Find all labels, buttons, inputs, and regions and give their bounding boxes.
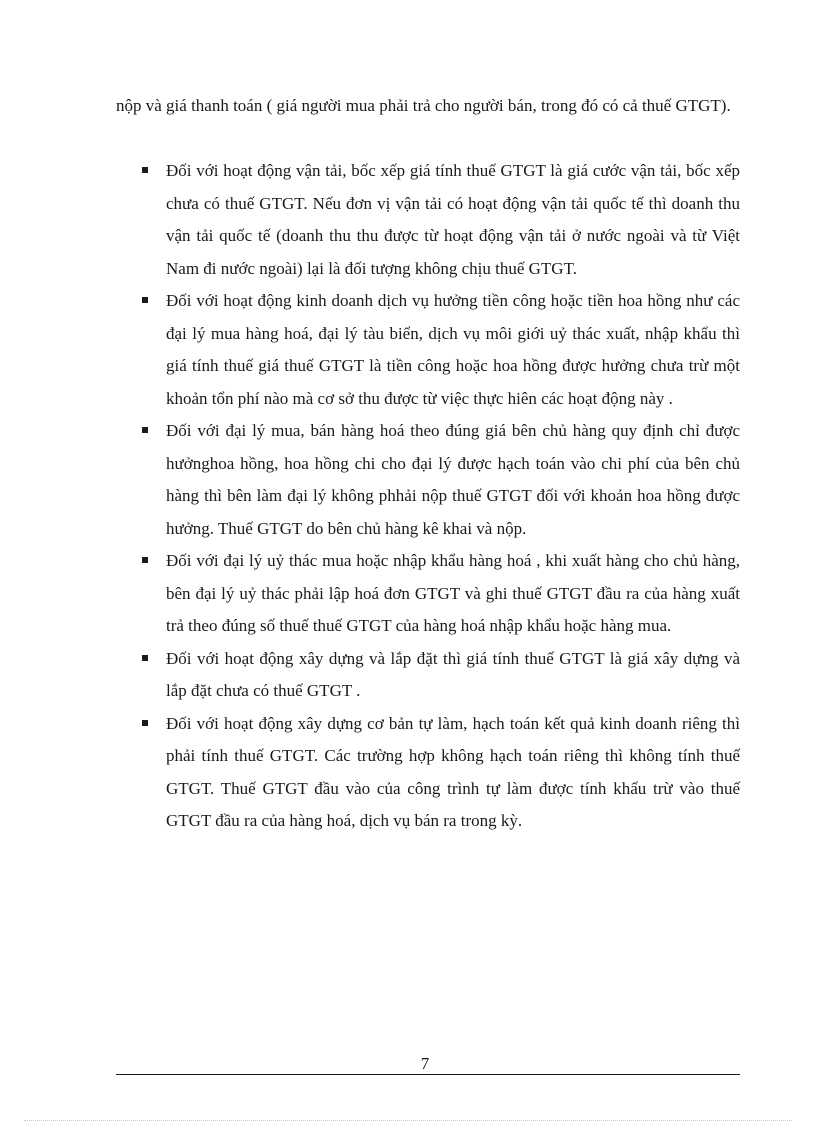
bullet-text: Đối với hoạt động xây dựng và lắp đặt thì giá tính thuế GTGT là giá xây dựng và lắp đặt chưa có thuế GTGT . (166, 648, 740, 700)
square-bullet-icon (142, 655, 148, 661)
bullet-item (140, 708, 740, 838)
page-number: 7 (420, 1054, 430, 1073)
bullet-text: Đối với đại lý mua, bán hàng hoá theo đúng giá bên chủ hàng quy định chỉ được hưởnghoa hồng, hoa hồng chi cho đại lý được hạch toán vào chi phí của bên chủ hàng thì bên làm đại lý không phhải nộp thuế GTGT đối với khoản hoa hồng được hưởng. Thuế GTGT do bên chủ hàng kê khai và nộp. (166, 421, 740, 538)
page-edge-divider (24, 1120, 792, 1121)
bullet-list (140, 155, 740, 838)
bullet-text: Đối với đại lý uỷ thác mua hoặc nhập khẩu hàng hoá , khi xuất hàng cho chủ hàng, bên đại lý uỷ thác phải lập hoá đơn GTGT và ghi thuế GTGT đầu ra của hàng xuất trả theo đúng số thuế thuế GTGT của hàng hoá nhập khẩu hoặc hàng mua. (166, 551, 740, 635)
bullet-text: Đối với hoạt động vận tải, bốc xếp giá tính thuế GTGT là giá cước vận tải, bốc xếp chưa có thuế GTGT. Nếu đơn vị vận tải có hoạt động vận tải quốc tế thì doanh thu vận tải quốc tế (doanh thu thu được từ hoạt động vận tải ở nước ngoài và từ Việt Nam đi nước ngoài) lại là đối tượng không chịu thuế GTGT. (166, 161, 740, 278)
intro-paragraph: nộp và giá thanh toán ( giá người mua phải trả cho người bán, trong đó có cả thuế GTGT). (116, 96, 731, 115)
footer-rule (116, 1074, 740, 1075)
bullet-text: Đối với hoạt động xây dựng cơ bản tự làm, hạch toán kết quả kinh doanh riêng thì phải tính thuế GTGT. Các trường hợp không hạch toán riêng thì không tính thuế GTGT. Thuế GTGT đầu vào của công trình tự làm được tính khấu trừ vào thuế GTGT đầu ra của hàng hoá, dịch vụ bán ra trong kỳ. (166, 713, 740, 830)
square-bullet-icon (142, 297, 148, 303)
bullet-item (140, 415, 740, 545)
square-bullet-icon (142, 557, 148, 563)
square-bullet-icon (142, 167, 148, 173)
bullet-text: Đối với hoạt động kinh doanh dịch vụ hưởng tiền công hoặc tiền hoa hồng như các đại lý mua hàng hoá, đại lý tàu biển, dịch vụ môi giới uỷ thác xuất, nhập khẩu thì giá tính thuế giá thuế GTGT là tiền công hoặc hoa hồng được hưởng chưa trừ một khoản tổn phí nào mà cơ sở thu được từ việc thực hiên các hoạt động này . (166, 291, 740, 408)
bullet-item (140, 285, 740, 415)
bullet-item (140, 155, 740, 285)
square-bullet-icon (142, 720, 148, 726)
square-bullet-icon (142, 427, 148, 433)
bullet-item (140, 643, 740, 708)
bullet-item (140, 545, 740, 643)
